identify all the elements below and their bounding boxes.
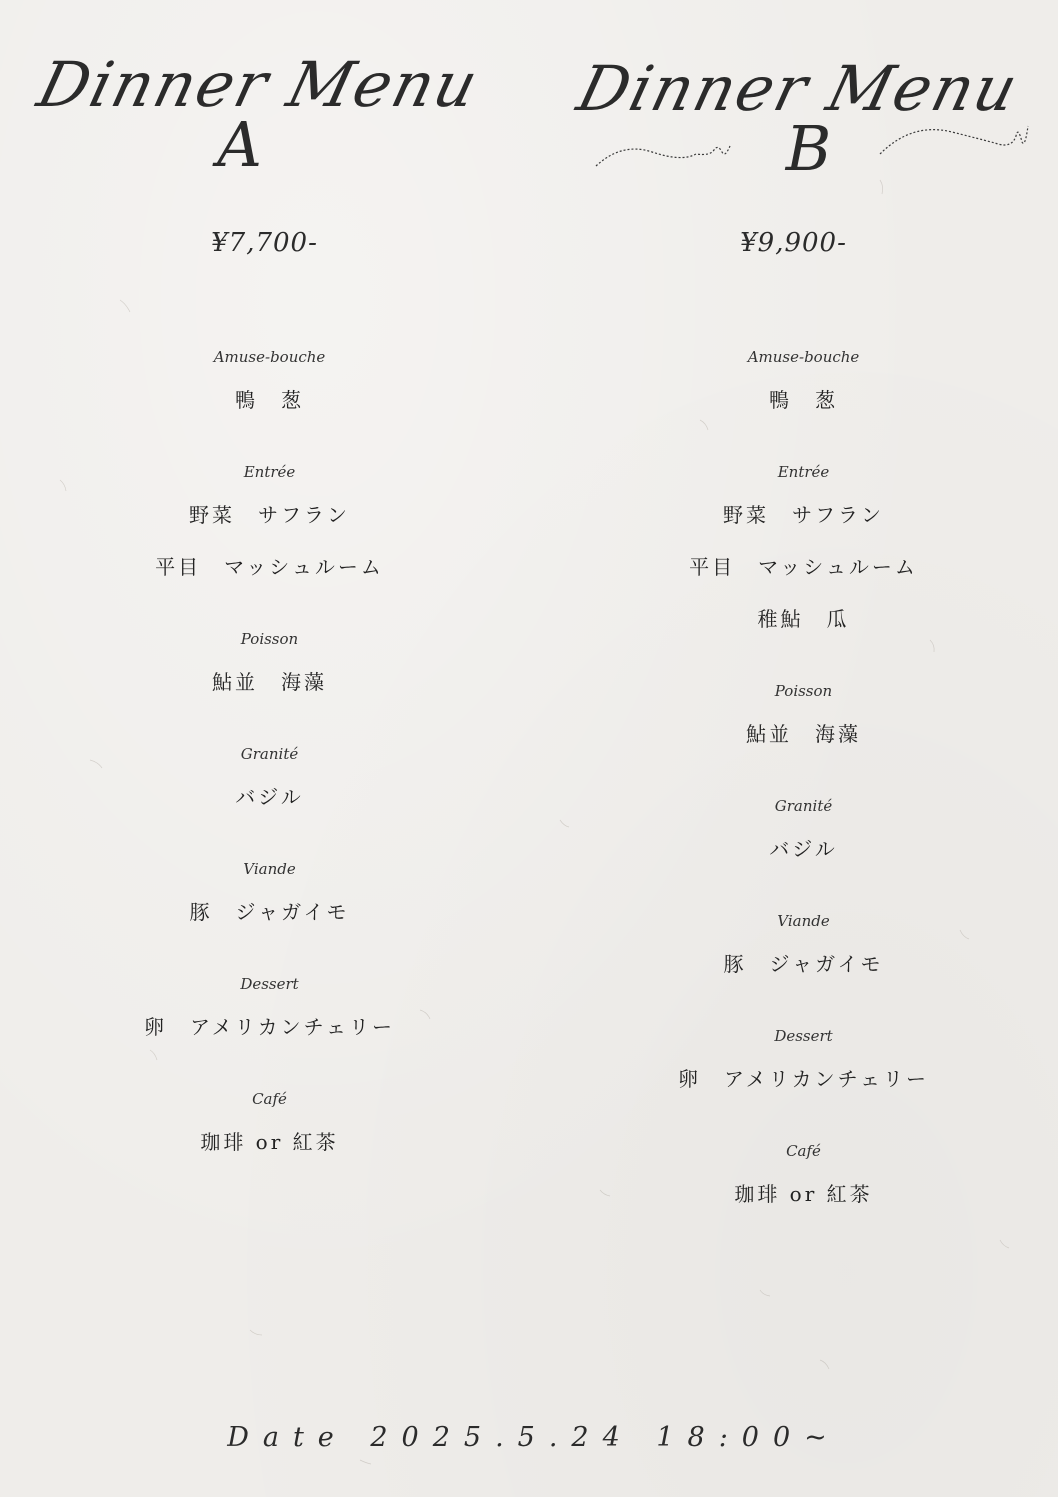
course-list xyxy=(0,346,529,1179)
dish: 野菜 サフラン xyxy=(189,503,350,527)
course-label: Granité xyxy=(240,745,299,763)
course-dessert xyxy=(0,973,529,1064)
course-viande xyxy=(529,910,1058,1001)
dish: 鮎並 海藻 xyxy=(746,722,861,746)
dish: 鮎並 海藻 xyxy=(212,670,327,694)
course-label: Entrée xyxy=(243,463,296,481)
dish: 卵 アメリカンチェリー xyxy=(144,1015,395,1039)
menu-price: ¥9,900- xyxy=(740,228,847,258)
dish: 鴨 葱 xyxy=(769,388,838,412)
dish: 豚 ジャガイモ xyxy=(723,952,884,976)
course-entree xyxy=(529,461,1058,656)
event-date: Date 2025.5.24 18:00~ xyxy=(227,1422,841,1453)
dish: 稚鮎 瓜 xyxy=(757,607,850,631)
course-amuse-bouche xyxy=(0,346,529,437)
course-label: Entrée xyxy=(777,463,830,481)
course-poisson xyxy=(529,680,1058,771)
course-viande xyxy=(0,858,529,949)
dish: 平目 マッシュルーム xyxy=(155,555,384,579)
course-list xyxy=(529,346,1058,1231)
course-cafe xyxy=(529,1140,1058,1231)
course-label: Dessert xyxy=(774,1027,833,1045)
course-entree xyxy=(0,461,529,604)
course-label: Amuse-bouche xyxy=(213,348,326,366)
dish: 豚 ジャガイモ xyxy=(189,900,350,924)
course-label: Café xyxy=(786,1142,821,1160)
course-label: Granité xyxy=(774,797,833,815)
swirl-flourish-icon xyxy=(872,114,1042,164)
menu-title: Dinner Menu xyxy=(570,52,1027,125)
menu-price: ¥7,700- xyxy=(211,228,318,258)
menu-title: Dinner Menu xyxy=(30,48,487,121)
dish: バジル xyxy=(235,785,304,809)
dish: 珈琲 or 紅茶 xyxy=(200,1130,339,1154)
course-cafe xyxy=(0,1088,529,1179)
dish: 卵 アメリカンチェリー xyxy=(678,1067,929,1091)
menu-letter: B xyxy=(785,112,832,185)
dish: バジル xyxy=(769,837,838,861)
course-label: Viande xyxy=(777,912,830,930)
menu-letter: A xyxy=(217,108,262,181)
course-label: Poisson xyxy=(240,630,299,648)
dish: 野菜 サフラン xyxy=(723,503,884,527)
course-label: Amuse-bouche xyxy=(747,348,860,366)
course-label: Viande xyxy=(243,860,296,878)
swirl-flourish-icon xyxy=(592,128,742,176)
course-dessert xyxy=(529,1025,1058,1116)
menu-column-b xyxy=(529,0,1058,1400)
course-label: Poisson xyxy=(774,682,833,700)
dish: 平目 マッシュルーム xyxy=(689,555,918,579)
course-granite xyxy=(0,743,529,834)
course-label: Dessert xyxy=(240,975,299,993)
course-poisson xyxy=(0,628,529,719)
dish: 珈琲 or 紅茶 xyxy=(734,1182,873,1206)
menu-column-a xyxy=(0,0,529,1400)
course-granite xyxy=(529,795,1058,886)
course-amuse-bouche xyxy=(529,346,1058,437)
dish: 鴨 葱 xyxy=(235,388,304,412)
course-label: Café xyxy=(252,1090,287,1108)
